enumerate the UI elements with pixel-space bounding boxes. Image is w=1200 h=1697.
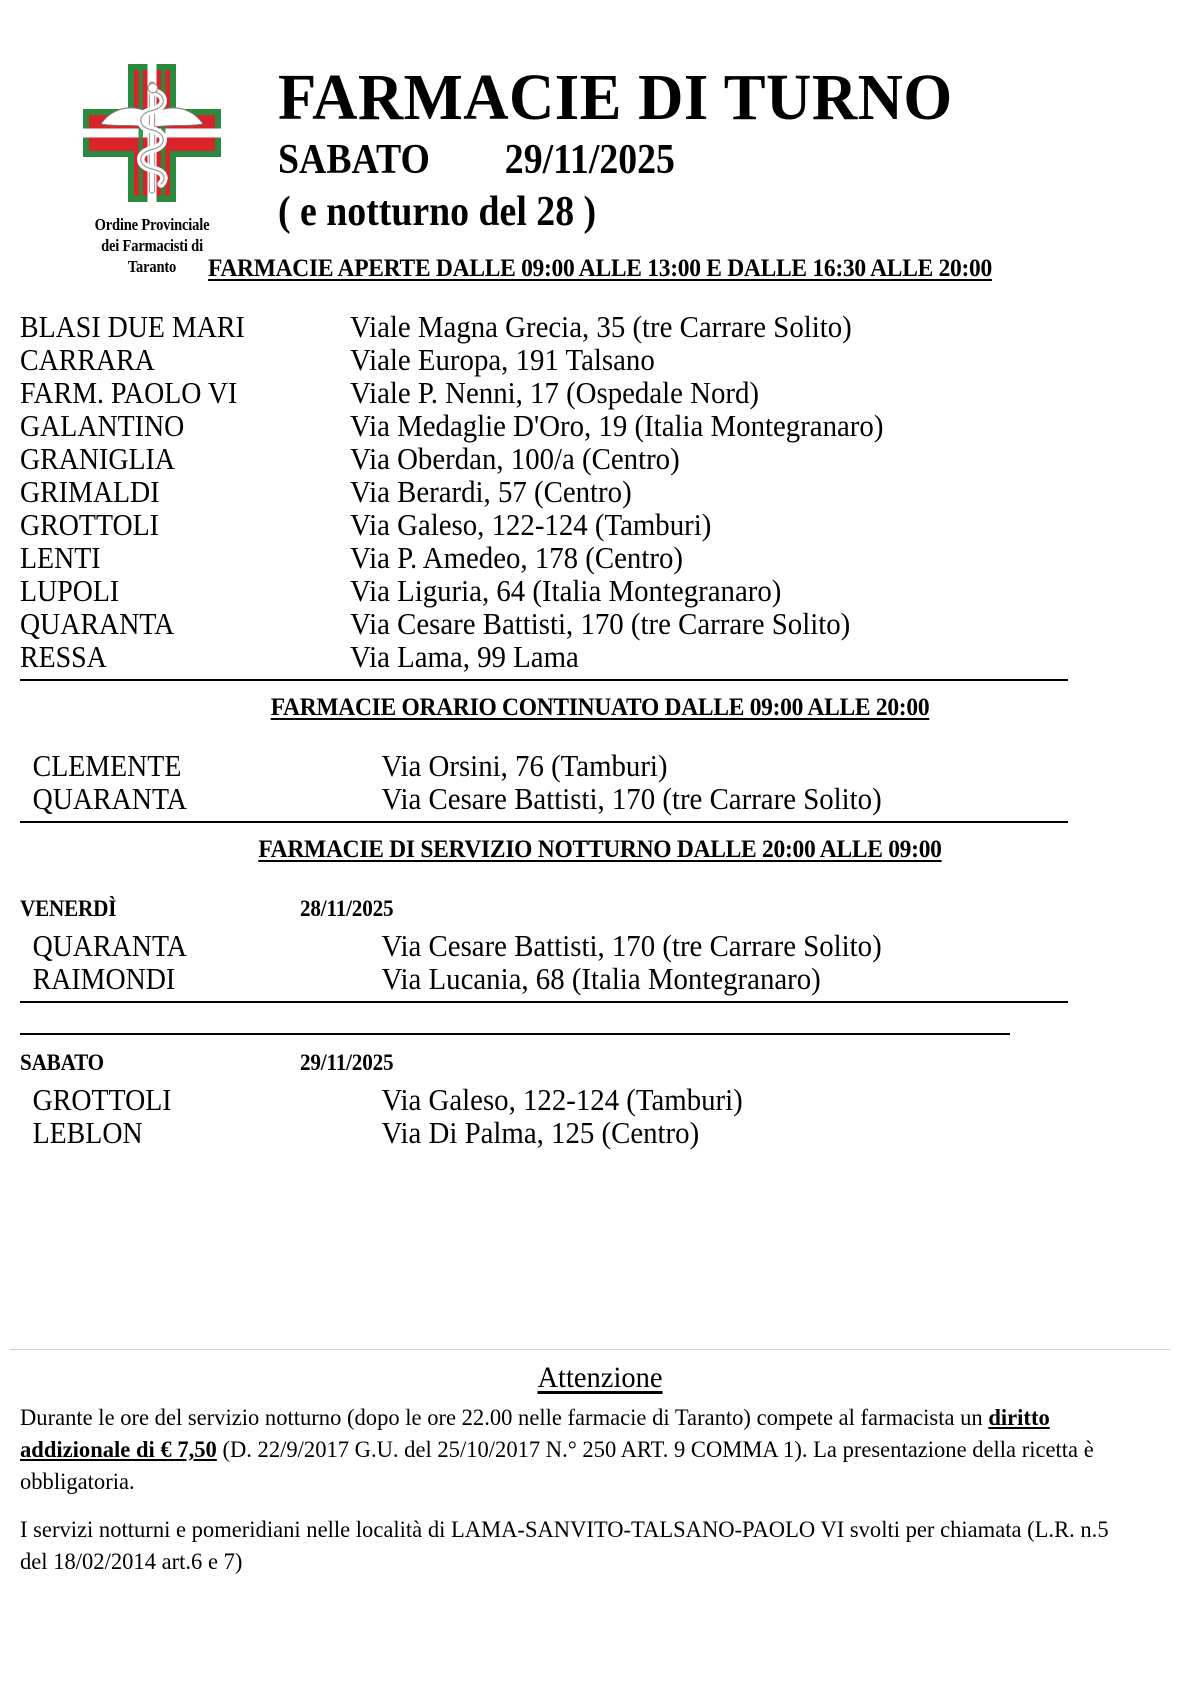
night-group-sabato (20, 1049, 1180, 1149)
title-block (278, 62, 988, 238)
pharmacy-name: GRIMALDI (20, 474, 160, 509)
pharmacy-address: Via Liguria, 64 (Italia Montegranaro) (350, 573, 782, 608)
subtitle-day: SABATO (278, 137, 430, 183)
night-group-divider-2 (20, 1033, 1010, 1035)
section-servizio-notturno (20, 835, 1180, 1149)
pharmacy-address: Via Cesare Battisti, 170 (tre Carrare Solito) (381, 928, 882, 963)
pharmacy-address: Via Lama, 99 Lama (350, 639, 579, 674)
pharmacy-name: GROTTOLI (32, 1082, 172, 1117)
pharmacy-address: Via Berardi, 57 (Centro) (350, 474, 632, 509)
subtitle-date: 29/11/2025 (504, 137, 675, 183)
night-group-day: SABATO (20, 1050, 104, 1075)
table-row (20, 574, 1180, 607)
section-farmacie-aperte (20, 254, 1180, 673)
pharmacy-address: Via Oberdan, 100/a (Centro) (350, 441, 680, 476)
table-row (20, 749, 1180, 782)
pharmacy-address: Via Galeso, 122-124 (Tamburi) (350, 507, 712, 542)
list-farmacie-aperte (20, 310, 1180, 673)
pharmacy-name: RAIMONDI (32, 961, 176, 996)
pharmacy-address: Viale P. Nenni, 17 (Ospedale Nord) (350, 375, 760, 410)
pharmacy-address: Via Lucania, 68 (Italia Montegranaro) (381, 961, 821, 996)
pharmacy-address: Viale Magna Grecia, 35 (tre Carrare Solito) (350, 309, 852, 344)
table-row (20, 541, 1180, 574)
pharmacy-name: CLEMENTE (32, 748, 182, 783)
table-row (20, 607, 1180, 640)
table-row (20, 310, 1180, 343)
table-row (20, 376, 1180, 409)
notice-block (20, 1360, 1180, 1578)
table-row (20, 409, 1180, 442)
pharmacy-name: LUPOLI (20, 573, 120, 608)
pharmacy-name: BLASI DUE MARI (20, 309, 245, 344)
night-group-date: 29/11/2025 (300, 1050, 394, 1075)
list-orario-continuato (20, 749, 1180, 815)
table-row (20, 782, 1180, 815)
table-row (20, 962, 1180, 995)
notice-p1-before: Durante le ore del servizio notturno (dopo le ore 22.00 nelle farmacie di Taranto) compete al farmacista un (20, 1405, 989, 1431)
notice-paragraph-1 (20, 1402, 1134, 1498)
pharmacy-address: Via Galeso, 122-124 (Tamburi) (381, 1082, 743, 1117)
notice-p1-after: (D. 22/9/2017 G.U. del 25/10/2017 N.° 250 ART. 9 COMMA 1). La presentazione della ricetta è obbligatoria. (20, 1437, 1094, 1495)
page-title: FARMACIE DI TURNO (278, 61, 953, 134)
list-night-venerdi (20, 929, 1180, 995)
table-row (20, 1116, 1180, 1149)
section-heading-notturno: FARMACIE DI SERVIZIO NOTTURNO DALLE 20:00 ALLE 09:00 (258, 836, 942, 863)
logo-caption-line-3: Taranto (127, 257, 177, 276)
notice-fee-amount: diritto addizionale di € 7,50 (20, 1405, 1050, 1463)
pharmacy-address: Via P. Amedeo, 178 (Centro) (350, 540, 683, 575)
table-row (20, 442, 1180, 475)
notice-title: Attenzione (537, 1361, 663, 1394)
subtitle-day-date (278, 134, 917, 186)
pharmacy-name: GALANTINO (20, 408, 185, 443)
pharmacy-cross-caduceus-icon (42, 58, 262, 208)
pharmacy-name: LEBLON (32, 1115, 143, 1150)
night-group-date: 28/11/2025 (300, 896, 394, 921)
pharmacy-address: Viale Europa, 191 Talsano (350, 342, 655, 377)
pharmacy-name: QUARANTA (32, 781, 187, 816)
pharmacy-name: QUARANTA (32, 928, 187, 963)
table-row (20, 475, 1180, 508)
section-orario-continuato (20, 693, 1180, 815)
notice-divider (10, 1349, 1170, 1350)
subtitle-note: ( e notturno del 28 ) (278, 189, 597, 235)
section-heading-continuato: FARMACIE ORARIO CONTINUATO DALLE 09:00 ALLE 20:00 (270, 694, 930, 721)
table-row (20, 508, 1180, 541)
night-group-day: VENERDÌ (20, 896, 117, 921)
pharmacy-address: Via Cesare Battisti, 170 (tre Carrare Solito) (381, 781, 882, 816)
table-row (20, 640, 1180, 673)
night-group-day-row (20, 1049, 1180, 1077)
table-row (20, 343, 1180, 376)
pharmacy-name: GRANIGLIA (20, 441, 175, 476)
pharmacy-address: Via Medaglie D'Oro, 19 (Italia Montegranaro) (350, 408, 884, 443)
pharmacy-name: QUARANTA (20, 606, 175, 641)
pharmacy-address: Via Di Palma, 125 (Centro) (381, 1115, 700, 1150)
pharmacy-address: Via Orsini, 76 (Tamburi) (381, 748, 668, 783)
pharmacy-name: RESSA (20, 639, 107, 674)
section-divider (20, 679, 1068, 681)
logo-caption-line-1: Ordine Provinciale (94, 215, 210, 234)
pharmacy-name: GROTTOLI (20, 507, 159, 542)
section-heading-aperte: FARMACIE APERTE DALLE 09:00 ALLE 13:00 E DALLE 16:30 ALLE 20:00 (208, 255, 992, 282)
pharmacy-address: Via Cesare Battisti, 170 (tre Carrare Solito) (350, 606, 851, 641)
list-night-sabato (20, 1083, 1180, 1149)
night-group-day-row (20, 895, 1180, 923)
pharmacy-name: CARRARA (20, 342, 155, 377)
pharmacy-name: LENTI (20, 540, 101, 575)
notice-paragraph-2: I servizi notturni e pomeridiani nelle località di LAMA-SANVITO-TALSANO-PAOLO VI svolti per chiamata (L.R. n.5 del 18/02/2014 art.6 e 7) (20, 1517, 1109, 1575)
logo-caption-line-2: dei Farmacisti di (101, 236, 203, 255)
table-row (20, 929, 1180, 962)
table-row (20, 1083, 1180, 1116)
logo-block (42, 58, 262, 277)
night-group-venerdi (20, 895, 1180, 995)
pharmacy-name: FARM. PAOLO VI (20, 375, 238, 410)
section-divider (20, 821, 1068, 823)
